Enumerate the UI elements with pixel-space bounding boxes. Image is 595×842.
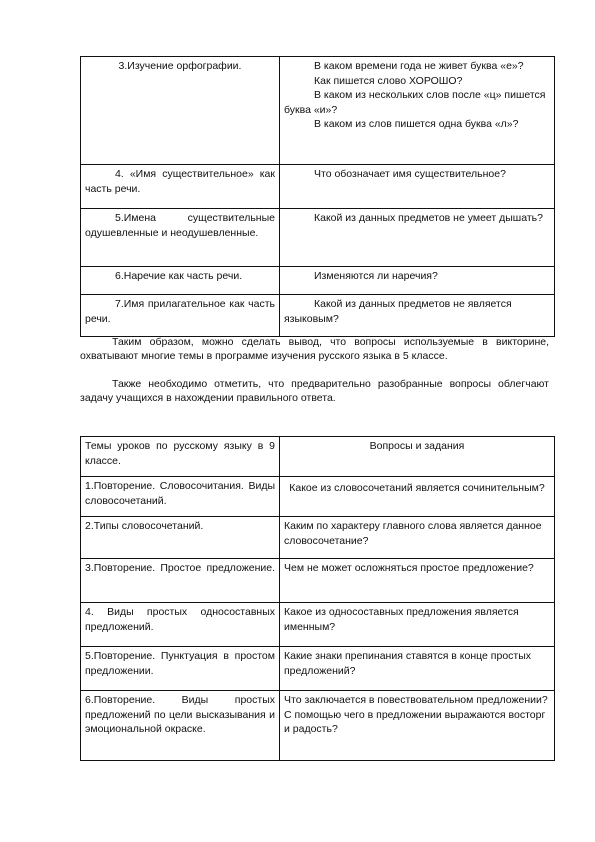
question-text: Изменяются ли наречия? <box>314 270 438 282</box>
table-row <box>81 295 555 337</box>
table-row <box>81 477 555 517</box>
question-cell <box>280 267 555 295</box>
topic-text: 1.Повторение. Словосочитания. Виды словосочетаний. <box>85 480 275 507</box>
table-row <box>81 603 555 647</box>
topic-cell <box>81 647 280 691</box>
paragraph-text: Таким образом, можно сделать вывод, что вопросы используемые в викторине, охватывают многие темы в программе изучения русского языка в 5 классе. <box>80 336 549 362</box>
question-cell <box>280 517 555 559</box>
question-text: Каким по характеру главного слова является данное словосочетание? <box>284 520 542 547</box>
table-row <box>81 165 555 209</box>
question-text: Как пишется слово ХОРОШО? <box>314 74 463 87</box>
header-questions-cell <box>280 437 555 477</box>
topic-cell <box>81 267 280 295</box>
table-row <box>81 57 555 165</box>
table-row <box>81 517 555 559</box>
question-cell <box>280 691 555 761</box>
question-text: Какой из данных предметов не является языковым? <box>284 298 512 325</box>
topic-text: 6.Повторение. Виды простых предложений по цели высказывания и эмоциональной окраске. <box>85 694 275 735</box>
table-header-row <box>81 437 555 477</box>
header-topics-cell <box>81 437 280 477</box>
table-row <box>81 209 555 267</box>
question-text: Чем не может осложняться простое предложение? <box>284 562 534 574</box>
question-text: Что заключается в повествовательном предложении? С помощью чего в предложении выражаются восторг и радость? <box>284 694 548 735</box>
conclusion-paragraph <box>80 336 549 363</box>
topic-cell <box>81 559 280 603</box>
header-text: Темы уроков по русскому языку в 9 классе. <box>85 440 275 467</box>
question-cell <box>280 57 555 165</box>
topic-text: 2.Типы словосочетаний. <box>85 520 204 532</box>
question-cell <box>280 477 555 517</box>
question-text: Какое из односоставных предложения является именным? <box>284 606 519 633</box>
topic-cell <box>81 691 280 761</box>
topic-cell <box>81 209 280 267</box>
question-cell <box>280 647 555 691</box>
note-paragraph <box>80 378 549 405</box>
question-cell <box>280 165 555 209</box>
topic-cell <box>81 295 280 337</box>
table-row <box>81 559 555 603</box>
grade9-topics-table <box>80 436 555 761</box>
header-text: Вопросы и задания <box>369 440 465 452</box>
question-cell <box>280 559 555 603</box>
question-text: Какое из словосочетаний является сочинительным? <box>289 482 545 494</box>
topic-text: 6.Наречие как часть речи. <box>115 270 243 282</box>
topic-text: 5.Повторение. Пунктуация в простом предложении. <box>85 650 275 677</box>
question-text: Какой из данных предметов не умеет дышать? <box>314 212 543 224</box>
topic-cell <box>81 165 280 209</box>
question-text: Какие знаки препинания ставятся в конце простых предложений? <box>284 650 532 677</box>
topic-cell <box>81 477 280 517</box>
question-text: В каком из слов пишется одна буква «л»? <box>314 118 519 130</box>
topic-text: 7.Имя прилагательное как часть речи. <box>85 298 275 325</box>
topic-cell <box>81 517 280 559</box>
topic-cell <box>81 57 280 165</box>
table-row <box>81 691 555 761</box>
topic-text: 4. «Имя существительное» как часть речи. <box>85 168 275 195</box>
topic-text: 5.Имена существительные одушевленные и неодушевленные. <box>85 212 275 239</box>
paragraph-text: Также необходимо отметить, что предварительно разобранные вопросы облегчают задачу учащихся в нахождении правильного ответа. <box>80 378 549 404</box>
topic-text: 3.Изучение орфографии. <box>118 60 242 72</box>
table-row <box>81 647 555 691</box>
table-row <box>81 267 555 295</box>
question-cell <box>280 295 555 337</box>
question-text: Что обозначает имя существительное? <box>314 168 506 180</box>
question-cell <box>280 209 555 267</box>
topic-cell <box>81 603 280 647</box>
question-text: В каком времени года не живет буква «е»? <box>314 60 524 72</box>
question-cell <box>280 603 555 647</box>
grade5-topics-table <box>80 56 555 337</box>
topic-text: 4. Виды простых односоставных предложений. <box>85 606 275 633</box>
topic-text: 3.Повторение. Простое предложение. <box>85 562 275 574</box>
question-text: В каком из нескольких слов после «ц» пишется буква «и»? <box>284 89 546 116</box>
